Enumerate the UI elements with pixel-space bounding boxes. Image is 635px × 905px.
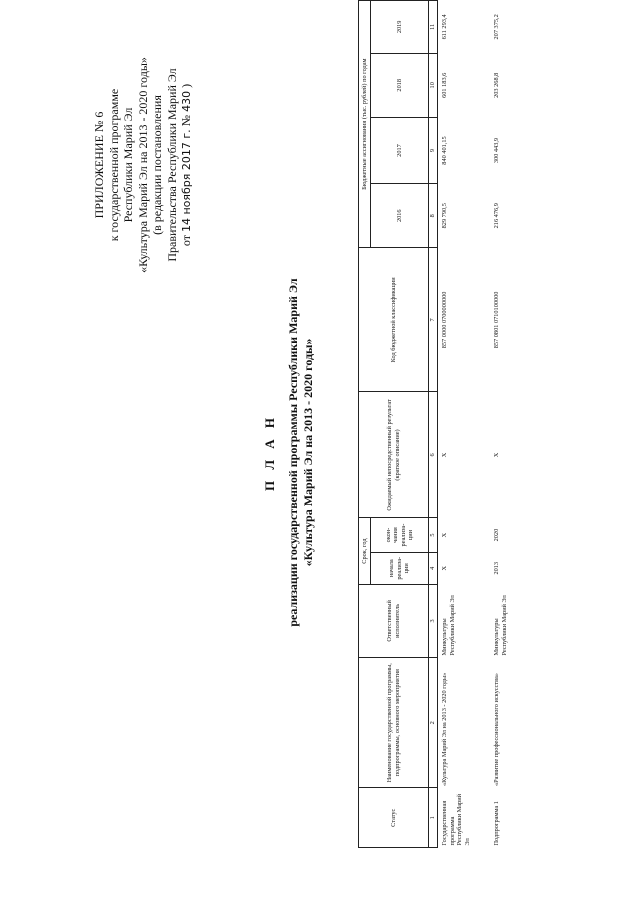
column-number: 1 <box>429 788 438 848</box>
column-number: 7 <box>429 248 438 392</box>
column-number: 11 <box>429 1 438 54</box>
appendix-line: к государственной программе <box>106 88 121 242</box>
cell-2016: 216 476,9 <box>493 203 500 229</box>
cell-status: Подпрограмма 1 <box>493 801 500 846</box>
cell-end: 2020 <box>493 528 500 542</box>
column-number: 5 <box>429 518 438 552</box>
cell-kbk: 857 0801 0710100000 <box>493 291 500 349</box>
handwritten-number: 430 <box>180 90 193 112</box>
cell-result: X <box>493 452 500 458</box>
cell-name: «Культура Марий Эл на 2013 - 2020 годы» <box>441 672 448 786</box>
header-responsible: Ответственный исполнитель <box>359 584 429 657</box>
header-term: Срок, год <box>359 518 371 584</box>
header-term-start: начала реализа-ции <box>371 552 429 584</box>
cell-start: 2013 <box>493 561 500 575</box>
appendix-line: (в редакции постановления <box>150 95 164 235</box>
date-prefix: от <box>179 235 193 247</box>
cell-2019: 207 375,2 <box>493 14 500 40</box>
cell-2019: 611 293,4 <box>441 14 448 40</box>
plan-title: П Л А Н <box>262 413 277 492</box>
header-year-2017: 2017 <box>371 117 429 183</box>
column-number: 9 <box>429 117 438 183</box>
column-number: 10 <box>429 53 438 117</box>
header-result: Ожидаемый непосредственный результат (краткое описание) <box>359 392 429 518</box>
cell-responsible: Минкультуры Республики Марий Эл <box>493 595 508 656</box>
header-year-2016: 2016 <box>371 184 429 248</box>
header-term-end: окон-чания реализа-ции <box>371 518 429 552</box>
cell-start: X <box>441 565 448 571</box>
appendix-line: «Культура Марий Эл на 2013 - 2020 годы» <box>135 57 150 273</box>
appendix-line: Правительства Республики Марий Эл <box>164 68 179 262</box>
cell-kbk: 857 0000 0700000000 <box>441 291 448 349</box>
handwritten-date: 14 ноября 2017 г. <box>180 129 193 233</box>
header-status: Статус <box>359 788 429 848</box>
column-number: 4 <box>429 552 438 584</box>
header-kbk: Код бюджетной классификации <box>359 248 429 392</box>
cell-2018: 601 183,6 <box>441 72 448 98</box>
column-number: 2 <box>429 658 438 788</box>
cell-result: X <box>441 452 448 458</box>
number-label: № <box>179 114 193 127</box>
table-row <box>490 1 534 848</box>
cell-end: X <box>441 532 448 538</box>
appendix-date-line <box>179 15 195 315</box>
plan-table <box>358 0 534 848</box>
header-year-2019: 2019 <box>371 1 429 54</box>
cell-2016: 829 790,5 <box>441 203 448 229</box>
cell-2017: 840 401,15 <box>441 136 448 165</box>
appendix-title: ПРИЛОЖЕНИЕ № 6 <box>92 111 106 219</box>
closing-paren: ) <box>179 83 193 88</box>
column-number: 3 <box>429 584 438 657</box>
cell-responsible: Минкультуры Республики Марий Эл <box>441 595 456 656</box>
cell-name: «Развитие профессионального искусства» <box>493 673 500 786</box>
cell-2018: 203 268,8 <box>493 72 500 98</box>
header-name: Наименование государственной программы, подпрограммы, основного мероприятия <box>359 658 429 788</box>
column-number: 8 <box>429 184 438 248</box>
appendix-line: Республики Марий Эл <box>121 107 135 223</box>
cell-2017: 300 443,9 <box>493 137 500 164</box>
plan-subtitle: «Культура Марий Эл на 2013 - 2020 годы» <box>301 338 315 567</box>
appendix-block <box>92 15 195 315</box>
header-budget: Бюджетные ассигнования (тыс. рублей) по годам <box>359 1 371 248</box>
cell-status: Государственная программа Республики Марий Эл <box>441 794 471 846</box>
plan-subtitle: реализации государственной программы Республики Марий Эл <box>286 278 300 627</box>
table-row <box>438 1 491 848</box>
column-number: 6 <box>429 392 438 518</box>
header-year-2018: 2018 <box>371 53 429 117</box>
